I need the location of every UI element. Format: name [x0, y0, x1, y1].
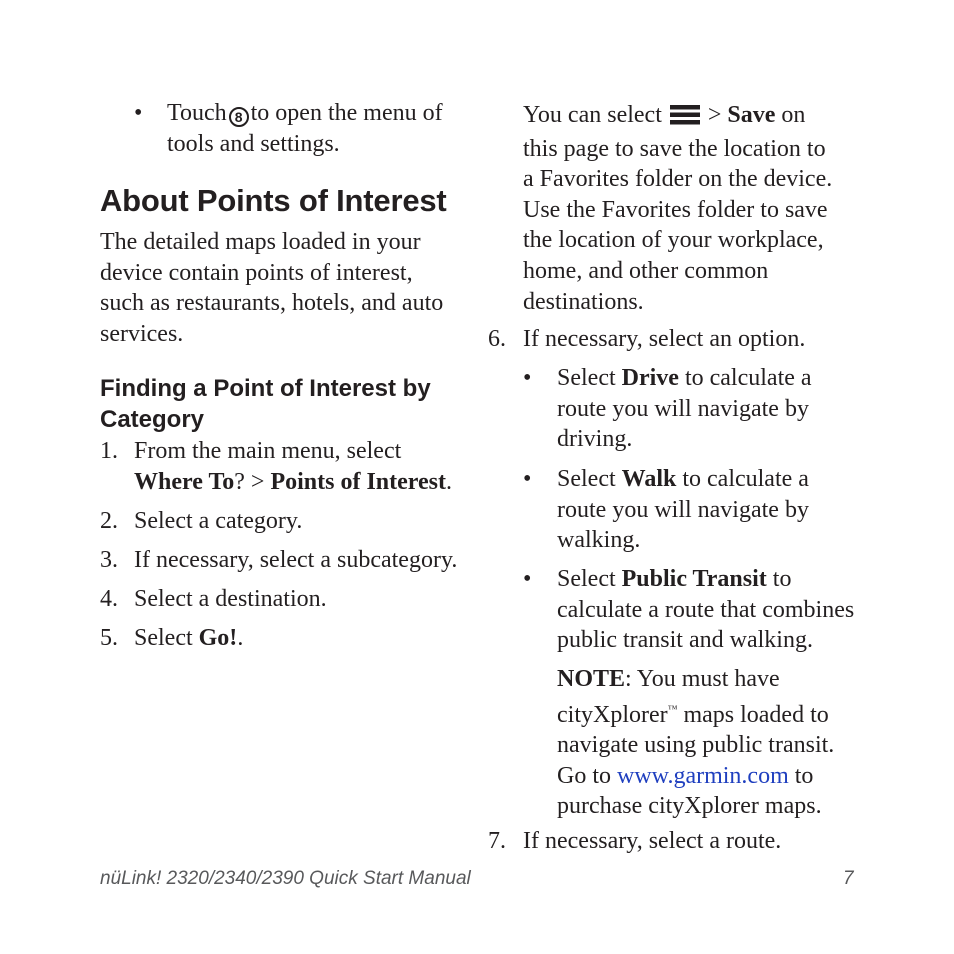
step-1: From the main menu, select Where To? > Points of Interest.	[134, 438, 452, 495]
subsection-heading: Finding a Point of Interest by Category	[100, 375, 431, 433]
menu-icon	[670, 103, 700, 134]
step-number: 3.	[100, 547, 118, 573]
step-5: Select Go!.	[134, 625, 244, 651]
bullet-marker: •	[523, 466, 532, 492]
step-number: 2.	[100, 508, 118, 534]
step-number: 6.	[488, 326, 506, 352]
step-3: If necessary, select a subcategory.	[134, 547, 458, 573]
garmin-link[interactable]: www.garmin.com	[617, 762, 789, 789]
step-number: 1.	[100, 438, 118, 464]
step-2: Select a category.	[134, 508, 303, 534]
note-label: NOTE	[557, 666, 626, 692]
option-public-transit: Select Public Transit to calculate a route that combines public transit and walking.	[557, 566, 855, 654]
step-number: 5.	[100, 625, 118, 651]
menu-circle-icon: 8	[229, 107, 249, 127]
step-number: 4.	[100, 586, 118, 612]
intro-paragraph: The detailed maps loaded in your device contain points of interest, such as restaurants, hotels, and auto services.	[100, 229, 444, 347]
step-number: 7.	[488, 828, 506, 854]
step-6: If necessary, select an option.	[523, 326, 806, 352]
step-4: Select a destination.	[134, 586, 327, 612]
section-heading: About Points of Interest	[100, 183, 447, 218]
bullet-marker: •	[523, 566, 532, 592]
footer-title: nüLink! 2320/2340/2390 Quick Start Manual	[100, 868, 471, 889]
page-number: 7	[843, 868, 854, 889]
trademark-symbol: ™	[667, 703, 678, 715]
touch-menu-bullet: Touch 8 to open the menu of tools and settings.	[167, 100, 443, 157]
bullet-marker: •	[523, 365, 532, 391]
save-paragraph: You can select > Save on this page to save the location to a Favorites folder on the device. Use the Favorites folder to save the location of your workplace, home, and other common destinations.	[523, 102, 833, 315]
bullet-marker: •	[134, 100, 143, 126]
option-drive: Select Drive to calculate a route you will navigate by driving.	[557, 365, 812, 453]
option-walk: Select Walk to calculate a route you will navigate by walking.	[557, 466, 809, 554]
note-block: NOTE: You must have cityXplorer™ maps loaded to navigate using public transit. Go to www.garmin.com to purchase cityXplorer maps.	[557, 666, 835, 820]
step-7: If necessary, select a route.	[523, 828, 782, 854]
